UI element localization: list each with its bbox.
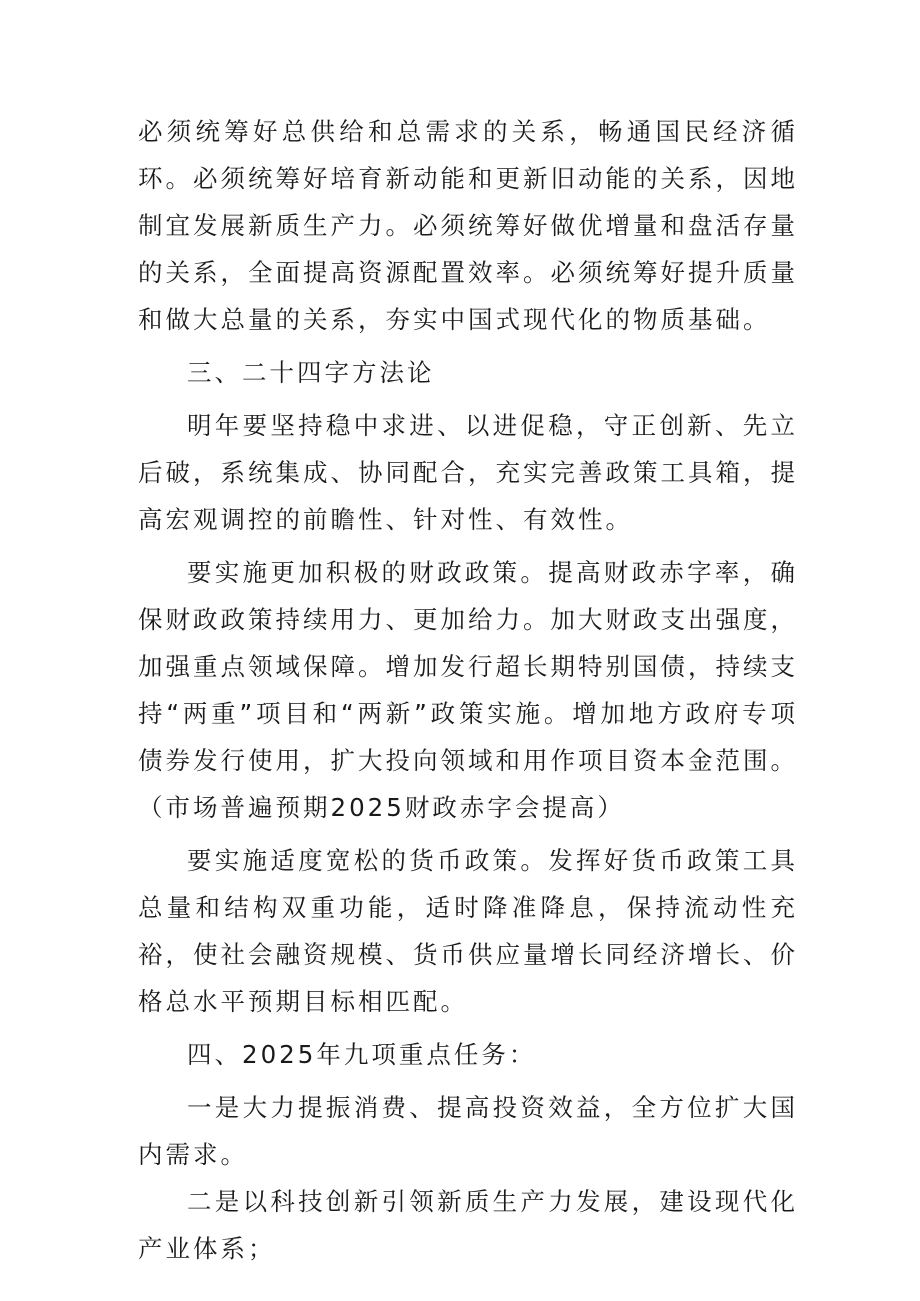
task-item-1: 一是大力提振消费、提高投资效益，全方位扩大国内需求。	[138, 1093, 798, 1169]
paragraph-steady-progress: 明年要坚持稳中求进、以进促稳，守正创新、先立后破，系统集成、协同配合，充实完善政策工具箱，提高宏观调控的前瞻性、针对性、有效性。	[138, 411, 798, 534]
paragraph-monetary-policy: 要实施适度宽松的货币政策。发挥好货币政策工具总量和结构双重功能，适时降准降息，保持流动性充裕，使社会融资规模、货币供应量增长同经济增长、价格总水平预期目标相匹配。	[138, 846, 798, 1016]
section-heading-methodology: 三、二十四字方法论	[187, 358, 435, 387]
section-heading-key-tasks: 四、2025年九项重点任务：	[187, 1040, 537, 1069]
paragraph-supply-demand: 必须统筹好总供给和总需求的关系，畅通国民经济循环。必须统筹好培育新动能和更新旧动能的关系，因地制宜发展新质生产力。必须统筹好做优增量和盘活存量的关系，全面提高资源配置效率。必须统筹好提升质量和做大总量的关系，夯实中国式现代化的物质基础。	[138, 117, 798, 334]
document-page	[138, 108, 798, 1272]
paragraph-fiscal-policy: 要实施更加积极的财政政策。提高财政赤字率，确保财政政策持续用力、更加给力。加大财政支出强度，加强重点领域保障。增加发行超长期特别国债，持续支持“两重”项目和“两新”政策实施。增加地方政府专项债券发行使用，扩大投向领域和用作项目资本金范围。（市场普遍预期2025财政赤字会提高）	[138, 558, 798, 822]
task-item-2: 二是以科技创新引领新质生产力发展，建设现代化产业体系；	[138, 1187, 798, 1263]
